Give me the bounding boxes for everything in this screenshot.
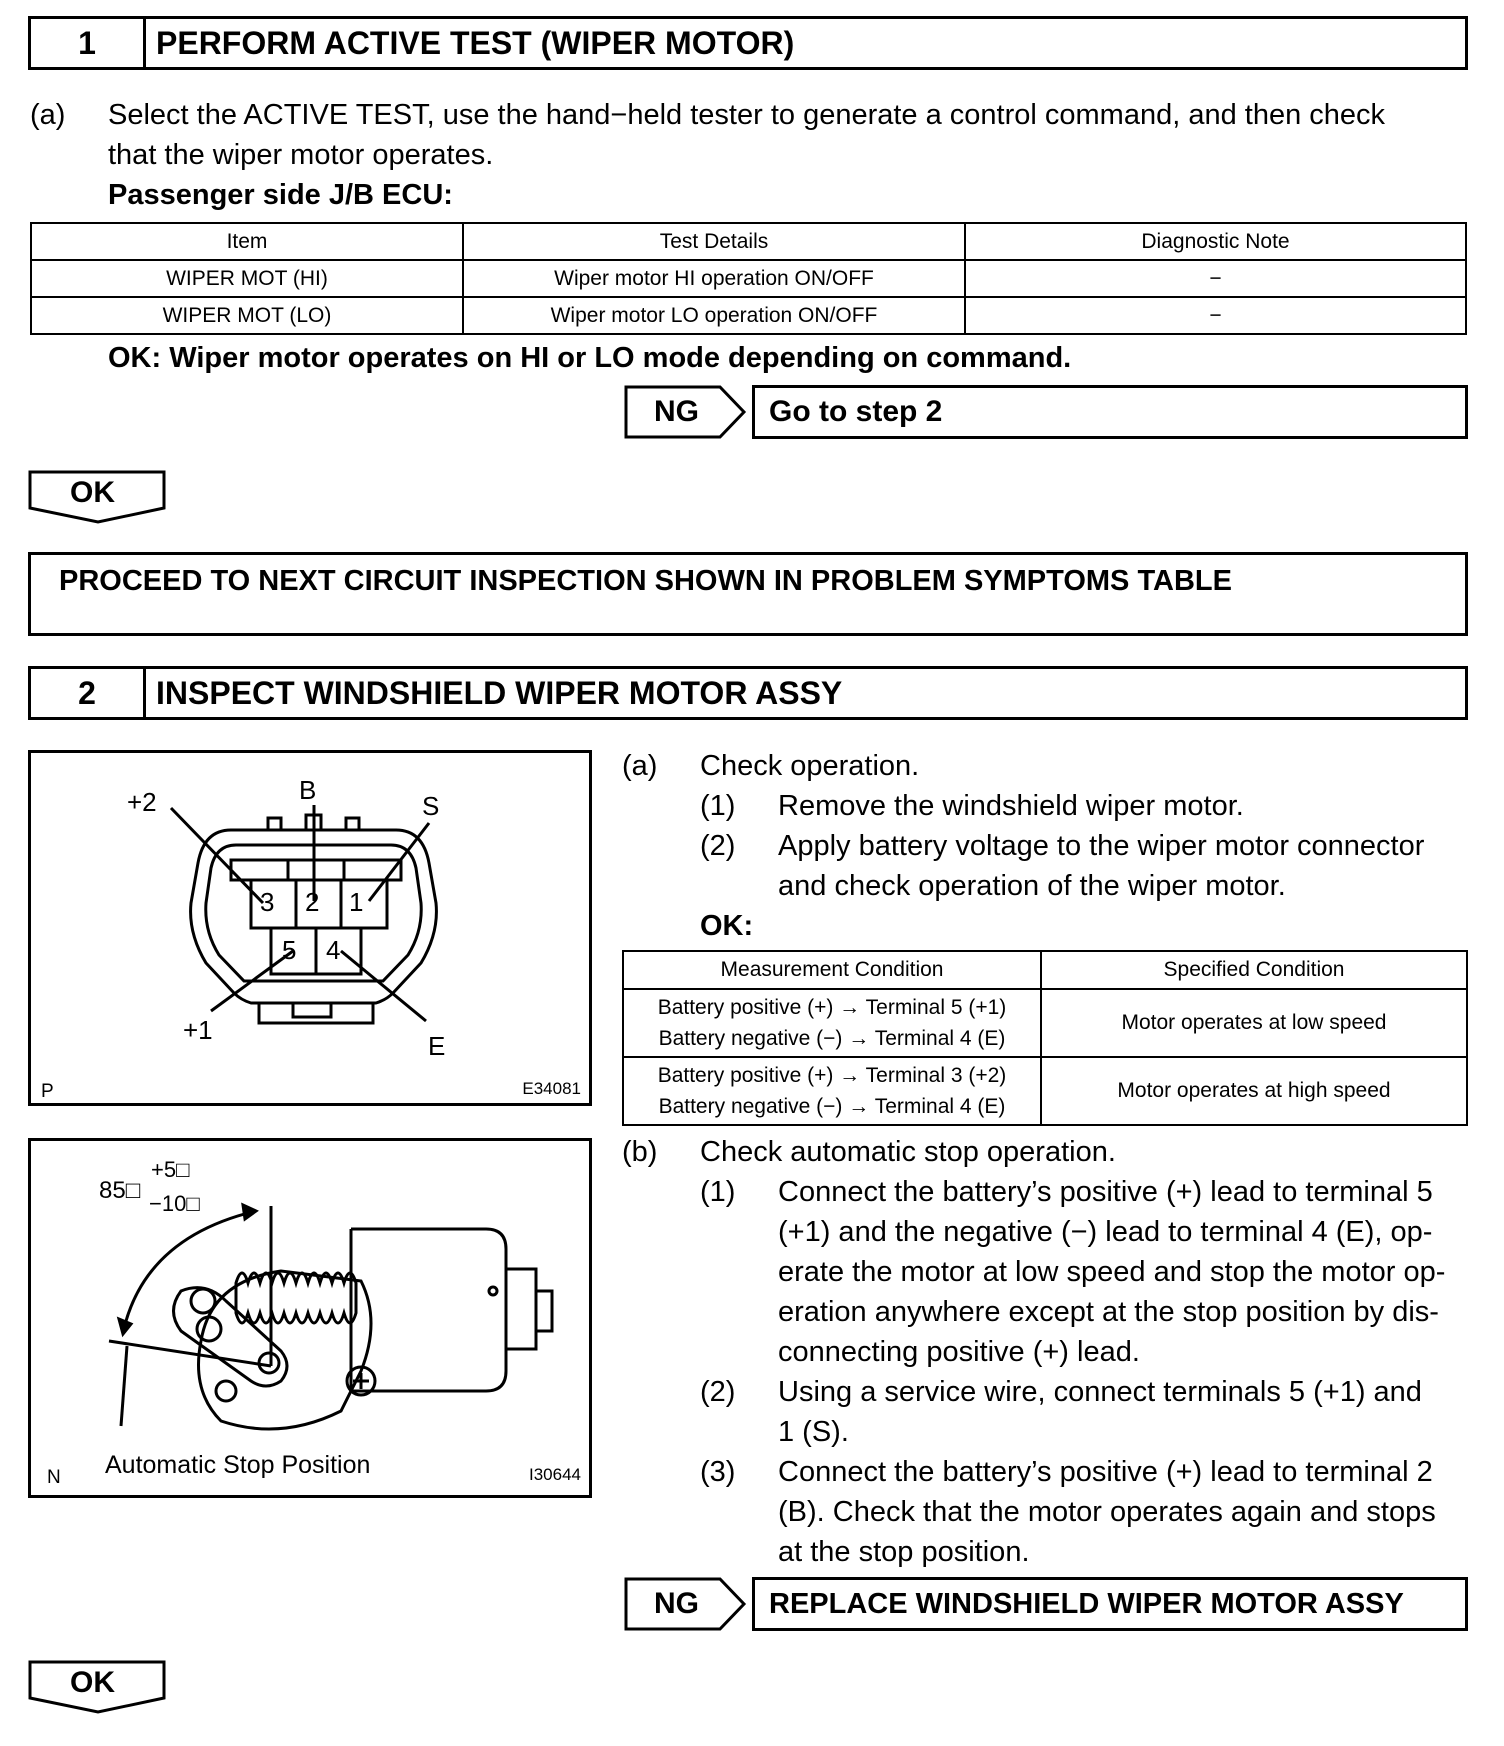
ng-arrow — [624, 385, 748, 439]
pin-2: 2 — [305, 887, 320, 917]
wiper-motor-figure — [28, 1138, 592, 1498]
step2-a2-marker: (2) — [700, 830, 736, 862]
step2-b2-line: Using a service wire, connect terminals 5 (+1) and — [778, 1376, 1422, 1408]
angle-main: 85□ — [99, 1177, 141, 1204]
step2-b1-line: erate the motor at low speed and stop the motor op- — [778, 1256, 1446, 1288]
step2-a2-line1: Apply battery voltage to the wiper motor connector — [778, 830, 1425, 862]
step2-b3-line: Connect the battery’s positive (+) lead to terminal 2 — [778, 1456, 1433, 1488]
step-title: PERFORM ACTIVE TEST (WIPER MOTOR) — [156, 24, 795, 61]
step2-a1-text: Remove the windshield wiper motor. — [778, 790, 1244, 822]
angle-plus: +5□ — [151, 1157, 190, 1182]
label-b: B — [299, 775, 317, 805]
cond-line: Battery negative (−) → Terminal 4 (E) — [658, 1095, 1006, 1118]
step2-a2-line2: and check operation of the wiper motor. — [778, 870, 1286, 902]
step2-b3-line: at the stop position. — [778, 1536, 1030, 1568]
figure-corner-letter: P — [41, 1081, 54, 1102]
ng-label: NG — [654, 1587, 699, 1620]
ok-arrow — [28, 1660, 168, 1716]
table-cell — [623, 1057, 1041, 1125]
table-cell: Motor operates at high speed — [1041, 1057, 1467, 1125]
step2-b1-line: connecting positive (+) lead. — [778, 1336, 1140, 1368]
step2-b3-line: (B). Check that the motor operates again and stops — [778, 1496, 1436, 1528]
step1-subheading: Passenger side J/B ECU: — [108, 179, 453, 211]
table-header: Diagnostic Note — [965, 223, 1466, 260]
table-row — [31, 260, 1466, 297]
table-row — [31, 297, 1466, 334]
proceed-text: PROCEED TO NEXT CIRCUIT INSPECTION SHOWN IN PROBLEM SYMPTOMS TABLE — [59, 565, 1232, 597]
step2-b2-marker: (2) — [700, 1376, 736, 1408]
step2-b1-line: Connect the battery’s positive (+) lead to terminal 5 — [778, 1176, 1433, 1208]
ok-label: OK — [70, 1666, 115, 1699]
step2-b-marker: (b) — [622, 1136, 658, 1168]
step2-ok-label: OK: — [700, 910, 754, 942]
table-cell: WIPER MOT (LO) — [31, 297, 463, 334]
step1-ok-criteria: OK: Wiper motor operates on HI or LO mode depending on command. — [108, 342, 1072, 374]
table-cell: − — [965, 297, 1466, 334]
step-2-header — [28, 666, 1468, 720]
step2-b1-line: eration anywhere except at the stop position by dis- — [778, 1296, 1439, 1328]
label-s: S — [422, 791, 440, 821]
ng-result-box: Go to step 2 — [752, 385, 1468, 439]
step2-b-title: Check automatic stop operation. — [700, 1136, 1116, 1168]
cond-line: Battery negative (−) → Terminal 4 (E) — [658, 1027, 1006, 1050]
step2-b1-line: (+1) and the negative (−) lead to terminal 4 (E), op- — [778, 1216, 1433, 1248]
table-row — [623, 1057, 1467, 1125]
pin-5: 5 — [282, 935, 297, 965]
figure-code: E34081 — [522, 1079, 581, 1098]
active-test-table — [30, 222, 1467, 335]
ng-result-box: REPLACE WINDSHIELD WIPER MOTOR ASSY — [752, 1577, 1468, 1631]
ng-label: NG — [654, 395, 699, 428]
table-header: Item — [31, 223, 463, 260]
label-e: E — [428, 1031, 446, 1061]
label-plus2: +2 — [127, 787, 157, 817]
table-row — [623, 989, 1467, 1057]
pin-3: 3 — [260, 887, 275, 917]
ok-arrow — [28, 470, 168, 526]
step2-a1-marker: (1) — [700, 790, 736, 822]
step2-a-title: Check operation. — [700, 750, 920, 782]
step2-b1-marker: (1) — [700, 1176, 736, 1208]
table-cell: Wiper motor LO operation ON/OFF — [463, 297, 965, 334]
table-header: Test Details — [463, 223, 965, 260]
step-number: 2 — [31, 669, 146, 717]
connector-figure — [28, 750, 592, 1106]
table-cell: − — [965, 260, 1466, 297]
step-title: INSPECT WINDSHIELD WIPER MOTOR ASSY — [156, 674, 843, 711]
table-cell: Wiper motor HI operation ON/OFF — [463, 260, 965, 297]
figure-code: I30644 — [529, 1465, 581, 1484]
ok-label: OK — [70, 476, 115, 509]
step2-b3-marker: (3) — [700, 1456, 736, 1488]
cond-line: Battery positive (+) → Terminal 5 (+1) — [657, 996, 1007, 1019]
table-header: Measurement Condition — [623, 951, 1041, 989]
step1-a-line2: that the wiper motor operates. — [108, 139, 494, 171]
step-number: 1 — [31, 19, 146, 67]
table-header: Specified Condition — [1041, 951, 1467, 989]
ng-arrow — [624, 1577, 748, 1631]
step2-b2-line: 1 (S). — [778, 1416, 849, 1448]
step2-a-marker: (a) — [622, 750, 658, 782]
angle-minus: −10□ — [149, 1191, 200, 1216]
proceed-box — [28, 552, 1468, 636]
pin-1: 1 — [349, 887, 364, 917]
pin-4: 4 — [326, 935, 341, 965]
step-1-header — [28, 16, 1468, 70]
step1-a-marker: (a) — [30, 99, 66, 131]
label-plus1: +1 — [183, 1015, 213, 1045]
table-cell — [623, 989, 1041, 1057]
table-cell: WIPER MOT (HI) — [31, 260, 463, 297]
figure-caption: Automatic Stop Position — [105, 1451, 371, 1479]
cond-line: Battery positive (+) → Terminal 3 (+2) — [657, 1064, 1007, 1087]
figure-corner-letter: N — [47, 1467, 61, 1488]
operation-check-table — [622, 950, 1468, 1126]
table-cell: Motor operates at low speed — [1041, 989, 1467, 1057]
step1-a-line1: Select the ACTIVE TEST, use the hand−held tester to generate a control command, and then check — [108, 99, 1386, 131]
